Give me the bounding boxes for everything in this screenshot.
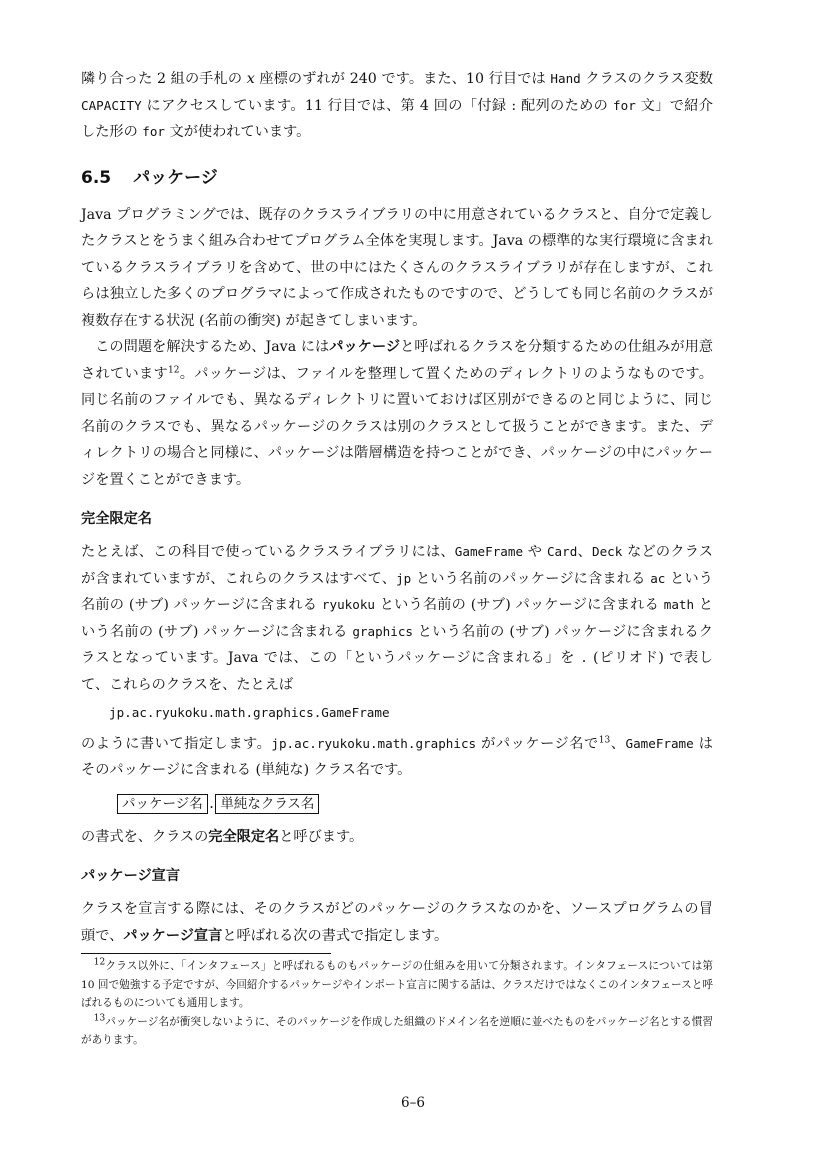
inline-code: Deck bbox=[591, 544, 623, 559]
text-run: 、 bbox=[610, 735, 626, 752]
inline-code: Hand bbox=[550, 71, 581, 86]
code-example: jp.ac.ryukoku.math.graphics.GameFrame bbox=[109, 705, 390, 720]
bold-term: 完全限定名 bbox=[208, 828, 280, 845]
inline-code: for bbox=[613, 97, 636, 113]
text-run: という名前の (サブ) パッケージに含まれる bbox=[81, 570, 713, 613]
intro-paragraph bbox=[81, 66, 713, 146]
section-title: パッケージ bbox=[133, 167, 218, 188]
footnote-ref[interactable]: 13 bbox=[598, 734, 611, 745]
bold-term: パッケージ bbox=[329, 339, 401, 355]
text-run: という名前の (サブ) パッケージに含まれる bbox=[374, 597, 664, 613]
text-run: クラスのクラス変数 bbox=[580, 71, 713, 87]
format-dot: . bbox=[207, 795, 216, 811]
inline-code: jp bbox=[396, 570, 412, 586]
paragraph-1: Java プログラミングでは、既存のクラスライブラリの中に用意されているクラスと、自分で定義したクラスとをうまく組み合わせてプログラム全体を実現します。Java の標準的な実行環境に含まれているクラスライブラリを含めて、世の中にはたくさんのクラスライブラリが存在しますが、これらは独立した多くのプログラマによって作成されたものですので、どうしても同じ名前のクラスが複数存在する状況 (名前の衝突) が起きてしまいます。 bbox=[81, 206, 713, 329]
fqn-format bbox=[117, 792, 713, 816]
text-run: にアクセスしています。11 行目では、第 4 回の「付録 : 配列のための bbox=[141, 97, 614, 114]
text-run: や bbox=[523, 544, 547, 560]
inline-code: GameFrame bbox=[454, 544, 524, 559]
inline-code: graphics bbox=[352, 623, 413, 639]
text-run: と呼びます。 bbox=[279, 828, 364, 845]
paragraph-4 bbox=[81, 731, 713, 784]
text-run: 隣り合った 2 組の手札の bbox=[81, 71, 247, 87]
inline-code: GameFrame bbox=[625, 735, 694, 751]
math-variable: x bbox=[246, 71, 255, 87]
footnote-13 bbox=[81, 1013, 713, 1050]
page-number: 6–6 bbox=[401, 1095, 425, 1111]
footnote-mark: 12 bbox=[93, 957, 106, 968]
inline-code: CAPACITY bbox=[81, 97, 142, 113]
text-run: という名前のパッケージに含まれる bbox=[411, 570, 651, 587]
inline-code: for bbox=[142, 124, 166, 139]
inline-code: Card bbox=[546, 544, 578, 559]
inline-code: ac bbox=[650, 570, 666, 586]
text-run: のように書いて指定します。 bbox=[81, 735, 272, 752]
inline-code: jp.ac.ryukoku.math.graphics bbox=[271, 735, 477, 751]
text-run: クラスを宣言する際には、そのクラスがどのパッケージのクラスなのかを、ソースプログラムの冒頭で、 bbox=[81, 901, 713, 944]
subsection-heading-package-declaration: パッケージ宣言 bbox=[81, 868, 181, 884]
paragraph-2 bbox=[81, 334, 713, 493]
text-run: がパッケージ名で bbox=[476, 735, 599, 752]
text-run: と呼ばれる次の書式で指定します。 bbox=[222, 927, 449, 944]
text-run: 座標のずれが 240 です。また、10 行目では bbox=[254, 71, 551, 87]
footnote-ref[interactable]: 12 bbox=[168, 364, 180, 375]
text-run: 文」で紹介した形の bbox=[81, 97, 713, 140]
subsection-heading-fqn: 完全限定名 bbox=[81, 511, 152, 527]
text-run: という名前の (サブ) パッケージに含まれる bbox=[81, 597, 713, 640]
footnote-text: クラス以外に、「インタフェース」と呼ばれるものもパッケージの仕組みを用いて分類されます。インタフェースについては第 10 回で勉強する予定ですが、今回紹介するパッケージやインポート宣言に関する話は、クラスだけではなくこのインタフェースと呼ばれるものについても通用します。 bbox=[81, 960, 713, 1009]
text-run: という名前の (サブ) パッケージに含まれるクラスとなっています。Java では、この「というパッケージに含まれる」を bbox=[81, 623, 713, 666]
text-run: 、 bbox=[577, 544, 592, 560]
text-run: (ピリオド) で表して、これらのクラスを、たとえば bbox=[81, 650, 714, 693]
footnotes bbox=[81, 957, 713, 1050]
text-run: この問題を解決するため、Java には bbox=[95, 339, 330, 355]
footnote-divider bbox=[81, 953, 331, 954]
text-run: と呼ばれるクラスを分類するための仕組みが用意されています bbox=[81, 339, 714, 382]
inline-code: . bbox=[580, 650, 588, 665]
paragraph-3 bbox=[81, 539, 713, 698]
text-run: 。パッケージは、ファイルを整理して置くためのディレクトリのようなものです。同じ名前のファイルでも、異なるディレクトリに置いておけば区別ができるのと同じように、同じ名前のクラスでも、異なるパッケージのクラスは別のクラスとして扱うことができます。また、ディレクトリの場合と同様に、パッケージは階層構造を持つことができ、パッケージの中にパッケージを置くことができます。 bbox=[81, 365, 713, 488]
package-name-box: パッケージ名 bbox=[117, 794, 208, 814]
class-name-box: 単純なクラス名 bbox=[215, 794, 319, 814]
text-run: 文が使われています。 bbox=[165, 124, 311, 140]
bold-term: パッケージ宣言 bbox=[123, 927, 223, 944]
paragraph-5 bbox=[81, 824, 713, 851]
section-number: 6.5 bbox=[81, 167, 112, 188]
text-run: たとえば、この科目で使っているクラスライブラリには、 bbox=[81, 544, 455, 560]
footnote-mark: 13 bbox=[93, 1012, 106, 1023]
text-run: などのクラスが含まれていますが、これらのクラスはすべて、 bbox=[81, 544, 713, 587]
page-body bbox=[81, 66, 713, 949]
section-heading bbox=[81, 166, 713, 190]
footnote-12 bbox=[81, 957, 713, 1013]
text-run: の書式を、クラスの bbox=[81, 828, 209, 845]
inline-code: ryukoku bbox=[321, 597, 375, 612]
footnote-text: パッケージ名が衝突しないように、そのパッケージを作成した組織のドメイン名を逆順に並べたものをパッケージ名とする慣習があります。 bbox=[81, 1015, 713, 1046]
inline-code: math bbox=[663, 597, 695, 612]
paragraph-6 bbox=[81, 896, 713, 949]
text-run: はそのパッケージに含まれる (単純な) クラス名です。 bbox=[81, 735, 713, 778]
